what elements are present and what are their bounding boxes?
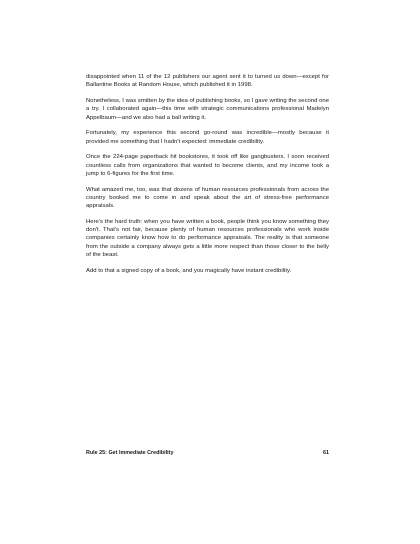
paragraph: What amazed me, too, was that dozens of human resources professionals from across the country booked me to come in and speak about the art of stress-free performance appraisals. xyxy=(86,186,329,210)
paragraph: Once the 224-page paperback hit bookstores, it took off like gangbusters. I soon received countless calls from organizations that wanted to become clients, and my income took a jump to 6-figures for the first time. xyxy=(86,154,329,177)
paragraph: disappointed when 11 of the 12 publishers our agent sent it to turned us down—except for Ballantine Books at Random House, which published it in 1998. xyxy=(86,74,329,89)
paragraph: Here's the hard truth: when you have written a book, people think you know something they don't. That's not fair, because plenty of human resources professionals who work inside companies certainly know how to do performance appraisals. The reality is that someone from the outside a company always gets a little more respect than those closer to the belly of the beast. xyxy=(86,218,329,258)
page-number: 61 xyxy=(323,450,329,456)
paragraph: Fortunately, my experience this second go-round was incredible—mostly because it provided me something that I hadn't expected: immediate credibility. xyxy=(86,130,329,145)
paragraph: Nonetheless, I was smitten by the idea of publishing books, so I gave writing the second one a try. I collaborated again—this time with strategic communications professional Madelyn Appelbaum—and we also had a ball writing it. xyxy=(86,97,329,121)
body-text xyxy=(86,73,329,282)
page-footer xyxy=(86,450,329,460)
running-head: Rule 25: Get Immediate Credibility xyxy=(86,450,174,456)
paragraph: Add to that a signed copy of a book, and you magically have instant credibility. xyxy=(86,267,292,274)
